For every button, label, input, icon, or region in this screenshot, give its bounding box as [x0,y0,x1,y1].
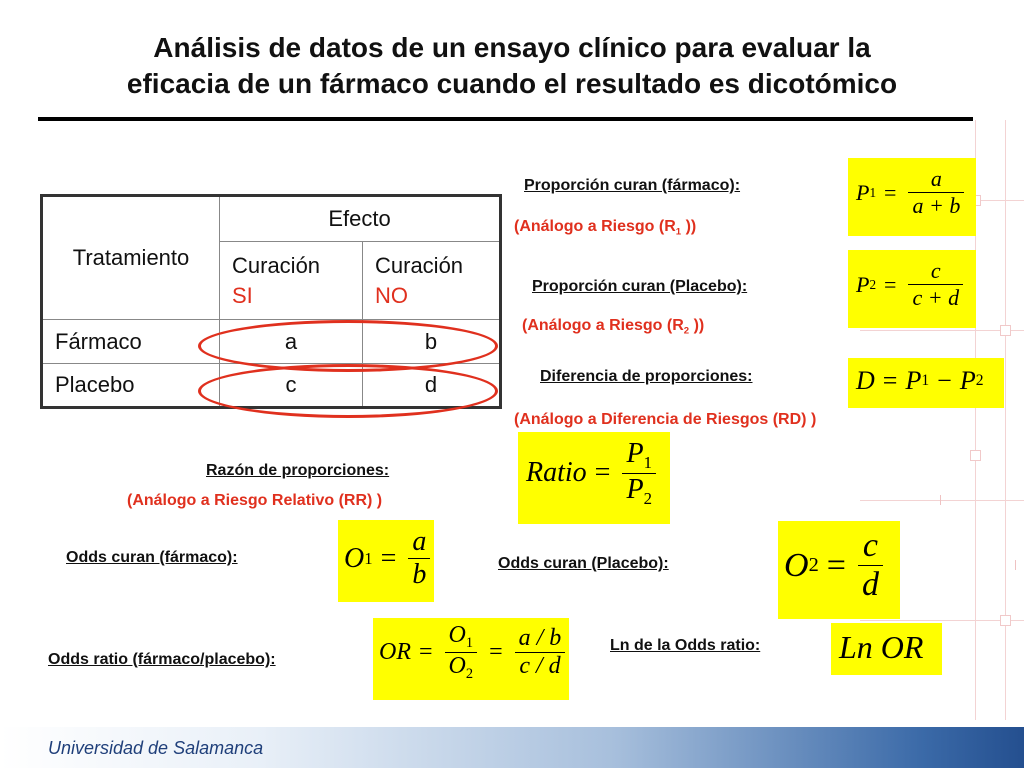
ratio-note: (Análogo a Riesgo Relativo (RR) ) [127,492,383,509]
cell-b: b [363,320,501,364]
no-label: NO [375,282,408,308]
header-tratamiento: Tratamiento [42,196,220,320]
formula-p1: P 1 = $\frac{a}{a + b}$ [848,158,976,236]
decorative-line [1005,120,1006,720]
decorative-square [1000,325,1011,336]
p2-title: Proporción curan (Placebo): [532,278,748,295]
formula-o2: O 2 = $\frac{c}{d}$ [778,521,900,619]
cell-d: d [363,364,501,408]
p2-note: (Análogo a Riesgo ($R_2$ )) [522,317,705,337]
p1-note: (Análogo a Riesgo ($R_1$ )) [514,218,697,238]
odds1-title: Odds curan (fármaco): [66,549,238,566]
header-curacion-no [363,242,501,320]
title-line-1: Análisis de datos de un ensayo clínico para evaluar la [153,32,871,63]
odds2-title: Odds curan (Placebo): [498,555,669,572]
formula-lnor: Ln OR [831,623,942,675]
title-underline [38,117,973,121]
formula-o1: O 1 = $\frac{a}{b}$ [338,520,434,602]
si-label: SI [232,282,253,308]
header-curacion-si [220,242,363,320]
formula-or: OR = $\frac{O_1}{O_2}$ = $\frac{a / b}{c / d}$ [373,618,569,700]
decorative-line [860,500,1024,501]
header-efecto: Efecto [220,196,501,242]
title-line-2: eficacia de un fármaco cuando el resultado es dicotómico [126,68,898,99]
p1-title: Proporción curan (fármaco): [524,177,741,194]
d-title: Diferencia de proporciones: [540,368,753,385]
cell-c: c [220,364,363,408]
or-title: Odds ratio (fármaco/placebo): [48,651,276,668]
decorative-tick [940,495,941,505]
formula-lhs: P [856,179,870,205]
lnor-title: Ln de la Odds ratio: [610,637,761,654]
curacion-label: Curación [375,252,464,278]
row-label-placebo: Placebo [42,364,220,408]
decorative-tick [1015,560,1016,570]
row-label-farmaco: Fármaco [42,320,220,364]
curacion-label: Curación [232,252,321,278]
formula-p2: P 2 = $\frac{c}{c + d}$ [848,250,976,328]
formula-d: D = P 1 − P 2 [848,358,1004,408]
footer-university: Universidad de Salamanca [48,738,264,758]
formula-ratio: Ratio = $\frac{P_1}{P_2}$ [518,432,670,524]
highlight-ellipse-placebo [198,364,498,418]
decorative-square [970,450,981,461]
page-title [0,30,1024,102]
formula-lhs: P [856,271,870,297]
cell-a: a [220,320,363,364]
d-note: (Análogo a Diferencia de Riesgos (RD) ) [514,411,817,428]
ratio-title: Razón de proporciones: [206,462,390,479]
decorative-square [1000,615,1011,626]
